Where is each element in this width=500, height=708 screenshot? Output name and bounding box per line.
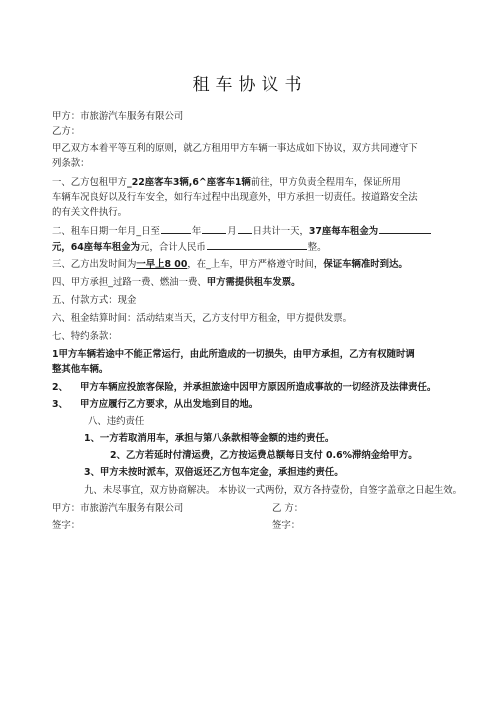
clause-1-suffix: 前往，甲方负责全程用车，保证所用 <box>250 177 401 188</box>
document-title: 租车协议书 <box>192 75 308 95</box>
intro-line-1: 甲乙双方本着平等互利的原则，就乙方租用甲方车辆一事达成如下协议，双方共同遵守下 <box>52 143 418 154</box>
clause-8-item-3: 3、甲方未按时派车，双倍返还乙方包车定金，承担违约责任。 <box>84 467 344 478</box>
clause-8-item-2: 2、乙方若延时付清运费，乙方按运费总额每日支付 0.6%滞纳金给甲方。 <box>110 450 418 461</box>
clause-4 <box>52 276 460 289</box>
clause-1-line-3: 的有关文件执行。 <box>52 207 128 218</box>
clause-1-vehicles: _22座客车3辆,6^座客车1辆 <box>127 177 251 188</box>
clause-2-part-e: 日共计一天， <box>252 226 309 237</box>
clause-2-part-a: 二、租车日期一年 <box>52 226 128 237</box>
clause-2-rate-37: 37座每车租金为 <box>308 226 379 237</box>
clause-5: 五、付款方式：现金 <box>52 295 137 306</box>
blank-month <box>202 224 226 234</box>
clause-3 <box>52 258 460 271</box>
intro-line-2: 列条款： <box>52 158 90 169</box>
party-a-line: 甲方：市旅游汽车服务有限公司 <box>52 111 184 122</box>
clause-7-item-1-line-2: 整其他车辆。 <box>52 364 109 375</box>
party-b-line: 乙方： <box>52 126 81 137</box>
clause-1-line-2: 车辆车况良好以及行车安全，如行车过程中出现意外，甲方承担一切责任。按道路安全法 <box>52 192 418 203</box>
clause-7-item-2 <box>52 381 460 394</box>
clause-4-invoice: 甲方需提供租车发票。 <box>206 277 301 288</box>
clause-7-item-2-number: 2、 <box>52 382 68 393</box>
clause-7-item-1-line-1: 1甲方车辆若途中不能正常运行，由此所造成的一切损失，由甲方承担，乙方有权随时调 <box>52 349 415 360</box>
clause-2-total-label: 元，合计人民币 <box>140 242 206 253</box>
clause-8-heading: 八、违约责任 <box>88 416 145 427</box>
clause-6: 六、租金结算时间：活动结束当天，乙方支付甲方租金，甲方提供发票。 <box>52 313 353 324</box>
blank-day <box>238 224 252 234</box>
clause-7-item-3-text: 甲方应履行乙方要求，从出发地到目的地。 <box>80 399 259 410</box>
clause-7-item-3 <box>52 398 460 411</box>
clause-7-item-2-text: 甲方车辆应投旅客保险，并承担旅途中因甲方原因所造成事故的一切经济及法律责任。 <box>80 382 437 393</box>
signature-label-a: 签字： <box>52 520 81 531</box>
clause-3-mid: ，在_上车，甲方严格遵守时间， <box>187 259 324 270</box>
clause-2-end: 整。 <box>307 242 327 253</box>
clause-1-line-1 <box>52 176 460 189</box>
clause-3-prefix: 三、乙方出发时间为 <box>52 259 137 270</box>
signature-label-b: 签字： <box>272 520 301 531</box>
clause-3-time: 一早上8 00 <box>136 259 188 270</box>
clause-2-rate-64: 元，64座每车租金为 <box>52 242 141 253</box>
clause-1-prefix: 一、乙方包租甲方 <box>52 177 128 188</box>
clause-8-item-1: 1、一方若取消用车，承担与第八条款相等金额的违约责任。 <box>84 433 335 444</box>
clause-4-prefix: 四、甲方承担_过路一费、燃油一费、 <box>52 277 207 288</box>
clause-2-part-b: 月_日至 <box>127 226 160 237</box>
clause-3-guarantee: 保证车辆准时到达。 <box>323 259 408 270</box>
signature-party-a: 甲方：市旅游汽车服务有限公司 <box>52 503 184 514</box>
clause-9: 九、未尽事宜，双方协商解决。 本协议一式两份，双方各持壹份，自签字盖章之日起生效。 <box>84 485 462 496</box>
clause-7-heading: 七、特约条款： <box>52 331 118 342</box>
clause-2-part-d: 月 <box>227 226 237 237</box>
blank-year <box>161 224 191 234</box>
blank-total <box>207 240 307 250</box>
signature-party-b: 乙 方： <box>272 503 304 514</box>
blank-rate-37 <box>379 224 431 234</box>
clause-2-line-1 <box>52 224 460 238</box>
clause-7-item-3-number: 3、 <box>52 399 68 410</box>
clause-2-part-c: 年 <box>191 226 202 237</box>
clause-2-line-2 <box>52 240 460 254</box>
